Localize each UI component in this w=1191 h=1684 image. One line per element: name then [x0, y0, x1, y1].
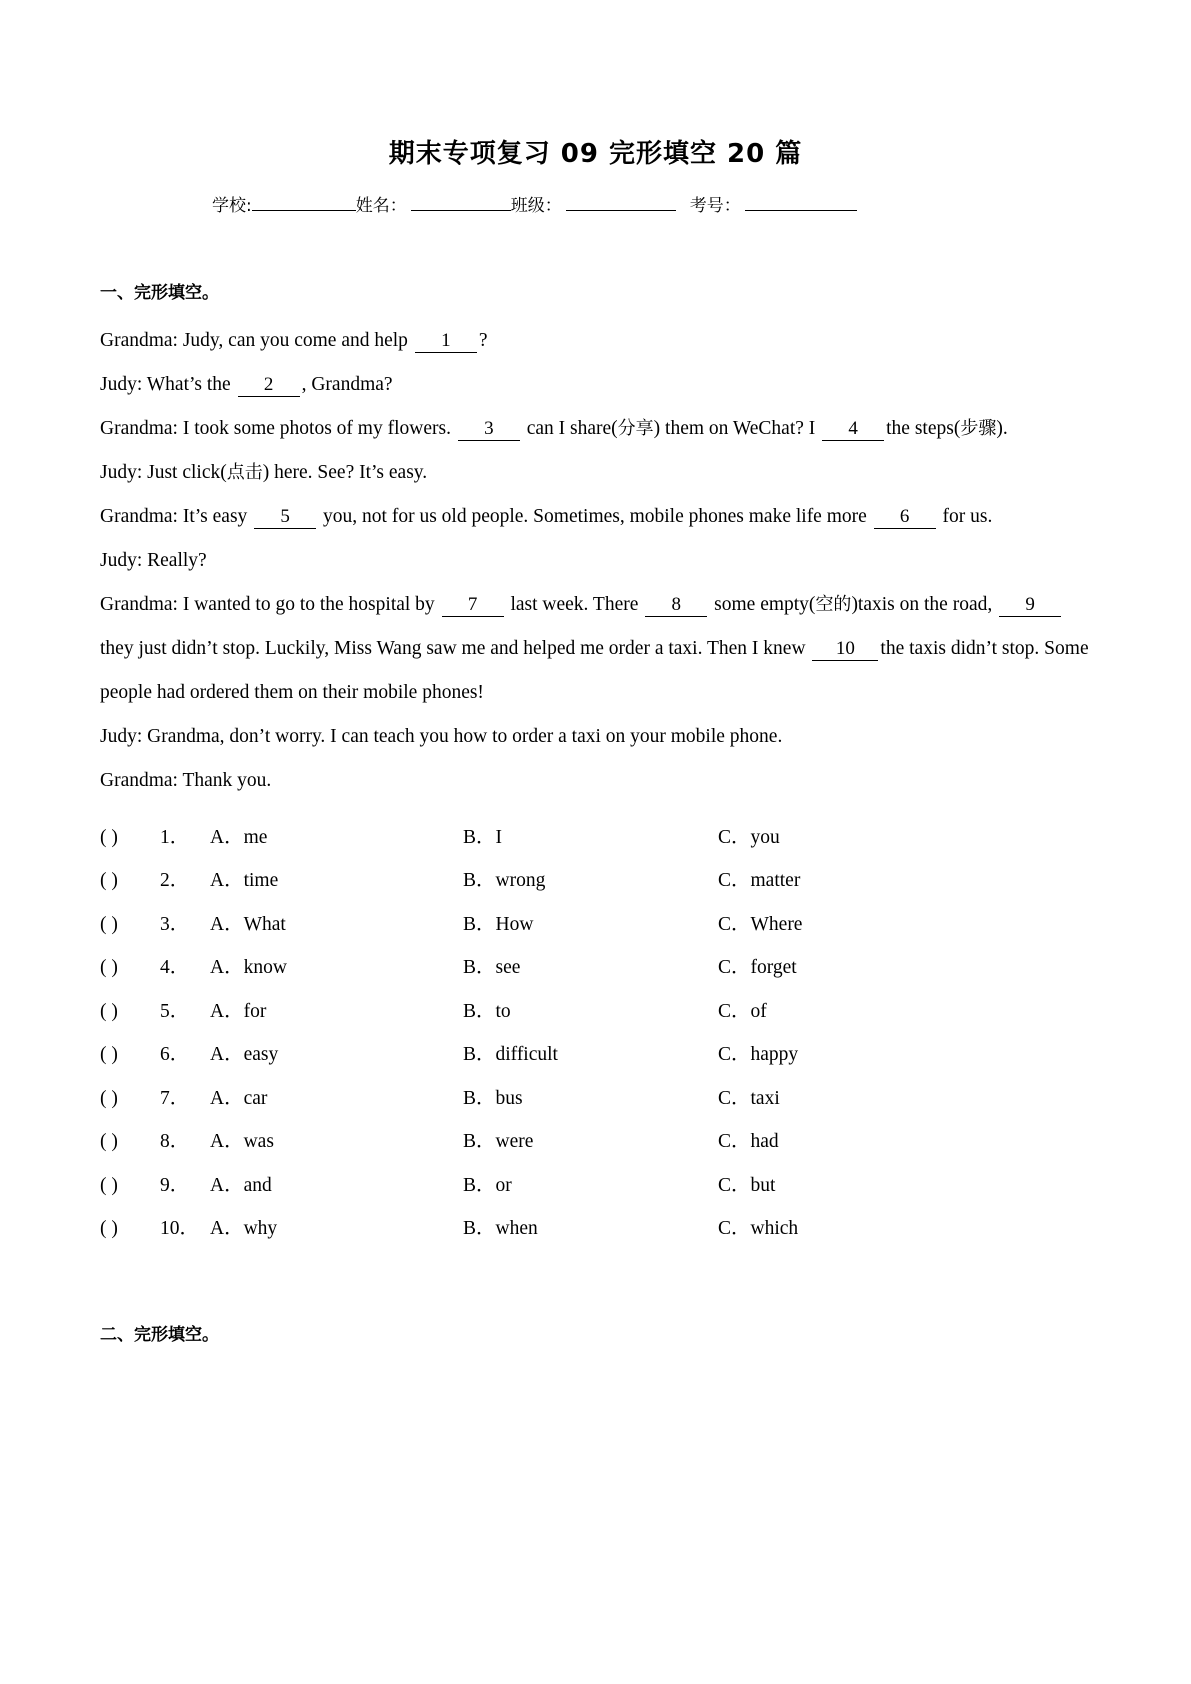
- option-b[interactable]: B．see: [463, 957, 521, 979]
- answer-blank-1[interactable]: 1: [415, 331, 477, 353]
- option-a[interactable]: A．What: [210, 913, 286, 935]
- class-label: 班级：: [510, 196, 562, 217]
- exam-no-input-blank[interactable]: [745, 194, 857, 211]
- question-row: [100, 995, 1191, 1039]
- passage-line: Judy: Grandma, don’t worry. I can teach you how to order a taxi on your mobile phone.: [100, 725, 783, 747]
- option-a[interactable]: A．for: [210, 1000, 267, 1022]
- option-c[interactable]: C．had: [718, 1131, 779, 1153]
- answer-bracket[interactable]: ( ): [100, 957, 118, 979]
- answer-blank-8[interactable]: 8: [645, 595, 707, 617]
- question-number: 3．: [160, 913, 190, 935]
- question-row: [100, 821, 1191, 865]
- option-a[interactable]: A．me: [210, 826, 268, 848]
- question-row: [100, 1038, 1191, 1082]
- question-row: [100, 1082, 1191, 1126]
- passage-line: Judy: Just click(点击) here. See? It’s easy.: [100, 461, 428, 483]
- answer-bracket[interactable]: ( ): [100, 1131, 118, 1153]
- question-number: 2．: [160, 870, 190, 892]
- passage-line: Judy: Really?: [100, 549, 207, 571]
- question-number: 7．: [160, 1087, 190, 1109]
- answer-bracket[interactable]: ( ): [100, 1218, 118, 1240]
- class-field: [511, 195, 676, 215]
- chinese-gloss: 步骤: [960, 417, 997, 439]
- chinese-gloss: 分享: [617, 417, 654, 439]
- exam-no-label: 考号：: [689, 196, 741, 217]
- answer-blank-10[interactable]: 10: [812, 639, 878, 661]
- question-row: [100, 864, 1191, 908]
- passage-line: Grandma: I took some photos of my flowers. 3 can I share(分享) them on WeChat? I 4 the steps(步骤).: [100, 417, 1008, 439]
- question-row: [100, 1169, 1191, 1213]
- answer-bracket[interactable]: ( ): [100, 870, 118, 892]
- answer-bracket[interactable]: ( ): [100, 1087, 118, 1109]
- option-c[interactable]: C．Where: [718, 913, 803, 935]
- question-number: 6．: [160, 1044, 190, 1066]
- answer-bracket[interactable]: ( ): [100, 1000, 118, 1022]
- passage-line: Judy: What’s the 2 , Grandma?: [100, 373, 393, 395]
- option-b[interactable]: B．were: [463, 1131, 534, 1153]
- answer-blank-3[interactable]: 3: [458, 419, 520, 441]
- question-number: 9．: [160, 1174, 190, 1196]
- option-a[interactable]: A．know: [210, 957, 287, 979]
- option-a[interactable]: A．easy: [210, 1044, 279, 1066]
- option-c[interactable]: C．forget: [718, 957, 797, 979]
- name-input-blank[interactable]: [411, 194, 511, 211]
- answer-bracket[interactable]: ( ): [100, 1044, 118, 1066]
- option-c[interactable]: C．of: [718, 1000, 767, 1022]
- question-number: 8．: [160, 1131, 190, 1153]
- answer-blank-9[interactable]: 9: [999, 595, 1061, 617]
- option-b[interactable]: B．or: [463, 1174, 512, 1196]
- option-b[interactable]: B．difficult: [463, 1044, 558, 1066]
- section-heading-two: 二、完形填空。: [100, 1324, 219, 1345]
- question-number: 4．: [160, 957, 190, 979]
- class-input-blank[interactable]: [566, 194, 676, 211]
- option-c[interactable]: C．matter: [718, 870, 801, 892]
- cloze-passage-one: [0, 319, 1191, 803]
- answer-blank-7[interactable]: 7: [442, 595, 504, 617]
- option-b[interactable]: B．to: [463, 1000, 511, 1022]
- cloze-options-one: [0, 821, 1191, 1256]
- answer-blank-5[interactable]: 5: [254, 507, 316, 529]
- page-title: 期末专项复习 09 完形填空 20 篇: [388, 139, 803, 169]
- name-field: [356, 195, 511, 215]
- option-c[interactable]: C．happy: [718, 1044, 799, 1066]
- section-heading-one: 一、完形填空。: [100, 282, 219, 303]
- question-row: [100, 1125, 1191, 1169]
- option-a[interactable]: A．was: [210, 1131, 274, 1153]
- exam-no-field: [690, 195, 857, 215]
- school-label: 学校:: [212, 196, 252, 217]
- answer-bracket[interactable]: ( ): [100, 913, 118, 935]
- question-row: [100, 951, 1191, 995]
- school-input-blank[interactable]: [252, 194, 356, 211]
- option-c[interactable]: C．which: [718, 1218, 799, 1240]
- option-c[interactable]: C．but: [718, 1174, 776, 1196]
- passage-line: Grandma: Judy, can you come and help 1 ?: [100, 329, 488, 351]
- option-b[interactable]: B．I: [463, 826, 503, 848]
- chinese-gloss: 空的: [815, 593, 852, 615]
- answer-blank-2[interactable]: 2: [238, 375, 300, 397]
- answer-bracket[interactable]: ( ): [100, 1174, 118, 1196]
- chinese-gloss: 点击: [226, 461, 263, 483]
- option-a[interactable]: A．why: [210, 1218, 278, 1240]
- question-row: [100, 908, 1191, 952]
- option-b[interactable]: B．How: [463, 913, 534, 935]
- question-number: 10．: [160, 1218, 200, 1240]
- question-number: 1．: [160, 826, 190, 848]
- option-b[interactable]: B．bus: [463, 1087, 523, 1109]
- answer-bracket[interactable]: ( ): [100, 826, 118, 848]
- passage-line: Grandma: It’s easy 5 you, not for us old people. Sometimes, mobile phones make life more 6 for us.: [100, 505, 993, 527]
- option-c[interactable]: C．taxi: [718, 1087, 780, 1109]
- passage-line: Grandma: Thank you.: [100, 769, 272, 791]
- option-a[interactable]: A．car: [210, 1087, 268, 1109]
- answer-blank-4[interactable]: 4: [822, 419, 884, 441]
- answer-blank-6[interactable]: 6: [874, 507, 936, 529]
- option-c[interactable]: C．you: [718, 826, 780, 848]
- school-field: [212, 195, 356, 215]
- option-a[interactable]: A．time: [210, 870, 279, 892]
- option-b[interactable]: B．when: [463, 1218, 538, 1240]
- question-number: 5．: [160, 1000, 190, 1022]
- name-label: 姓名：: [355, 196, 407, 217]
- passage-line: Grandma: I wanted to go to the hospital by 7 last week. There 8 some empty(空的)taxis on the road, 9 they just didn’t stop. Luckily, Miss Wang saw me and helped me order a taxi. Then I knew 10 the taxis didn’t stop. Some people had ordered them on their mobile phones!: [100, 593, 1089, 703]
- option-b[interactable]: B．wrong: [463, 870, 546, 892]
- student-identity-line: [0, 192, 1191, 220]
- option-a[interactable]: A．and: [210, 1174, 272, 1196]
- question-row: [100, 1212, 1191, 1256]
